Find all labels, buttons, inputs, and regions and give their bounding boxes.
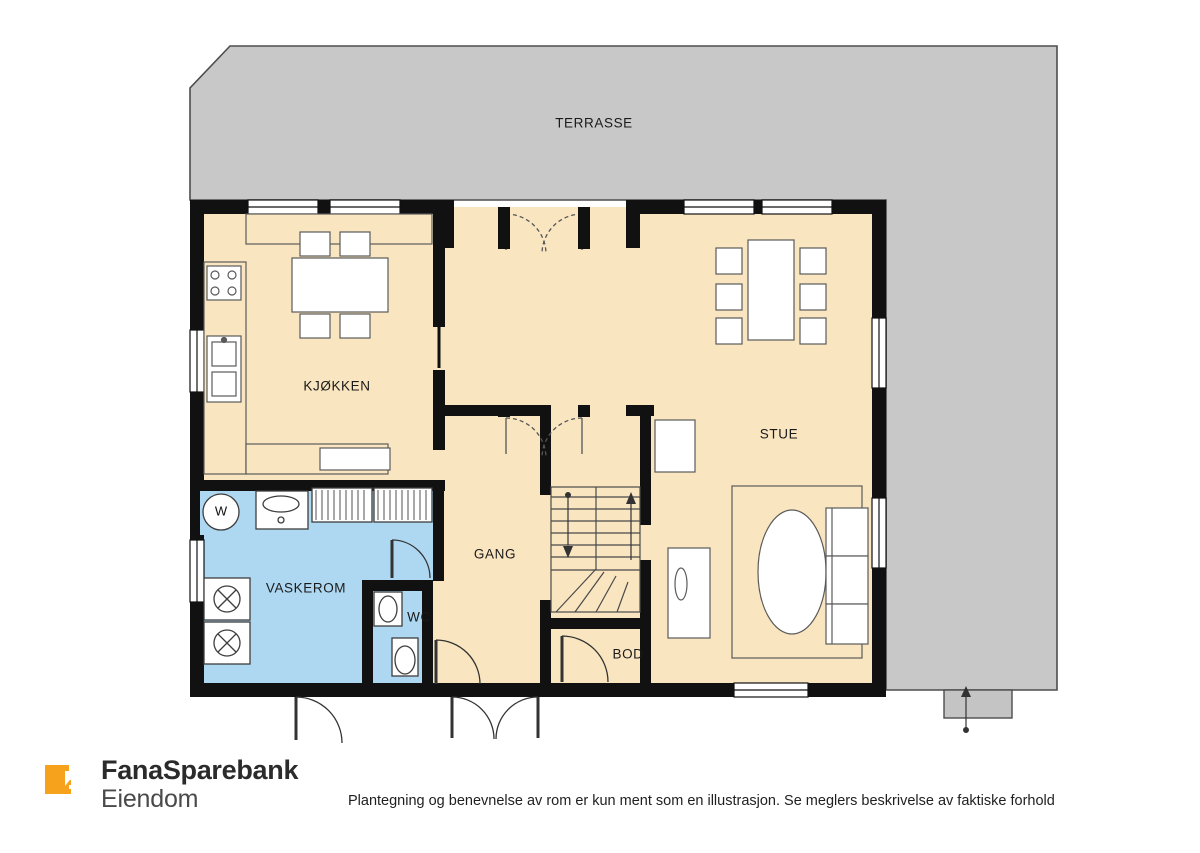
terrace-step [944, 690, 1012, 718]
brand-logo [45, 757, 298, 812]
room-label-kjokken: KJØKKEN [303, 378, 371, 394]
room-label-terrasse: TERRASSE [555, 115, 633, 131]
staircase [551, 487, 640, 612]
room-label-stue: STUE [759, 426, 799, 442]
room-label-vaskerom: VASKEROM [265, 580, 347, 596]
brand-subtitle: Eiendom [101, 785, 199, 813]
footer [0, 745, 1200, 848]
room-label-bod: BOD [612, 646, 644, 662]
fanasparebank-logo-icon [45, 765, 89, 805]
plan-disclaimer: Plantegning og benevnelse av rom er kun ment som en illustrasjon. Se meglers beskrivelse av faktiske forhold [348, 793, 1055, 809]
room-label-gang: GANG [473, 546, 517, 562]
washer-label: W [214, 503, 228, 519]
brand-name: FanaSparebank [101, 755, 299, 785]
room-label-wc: WC [407, 609, 431, 625]
